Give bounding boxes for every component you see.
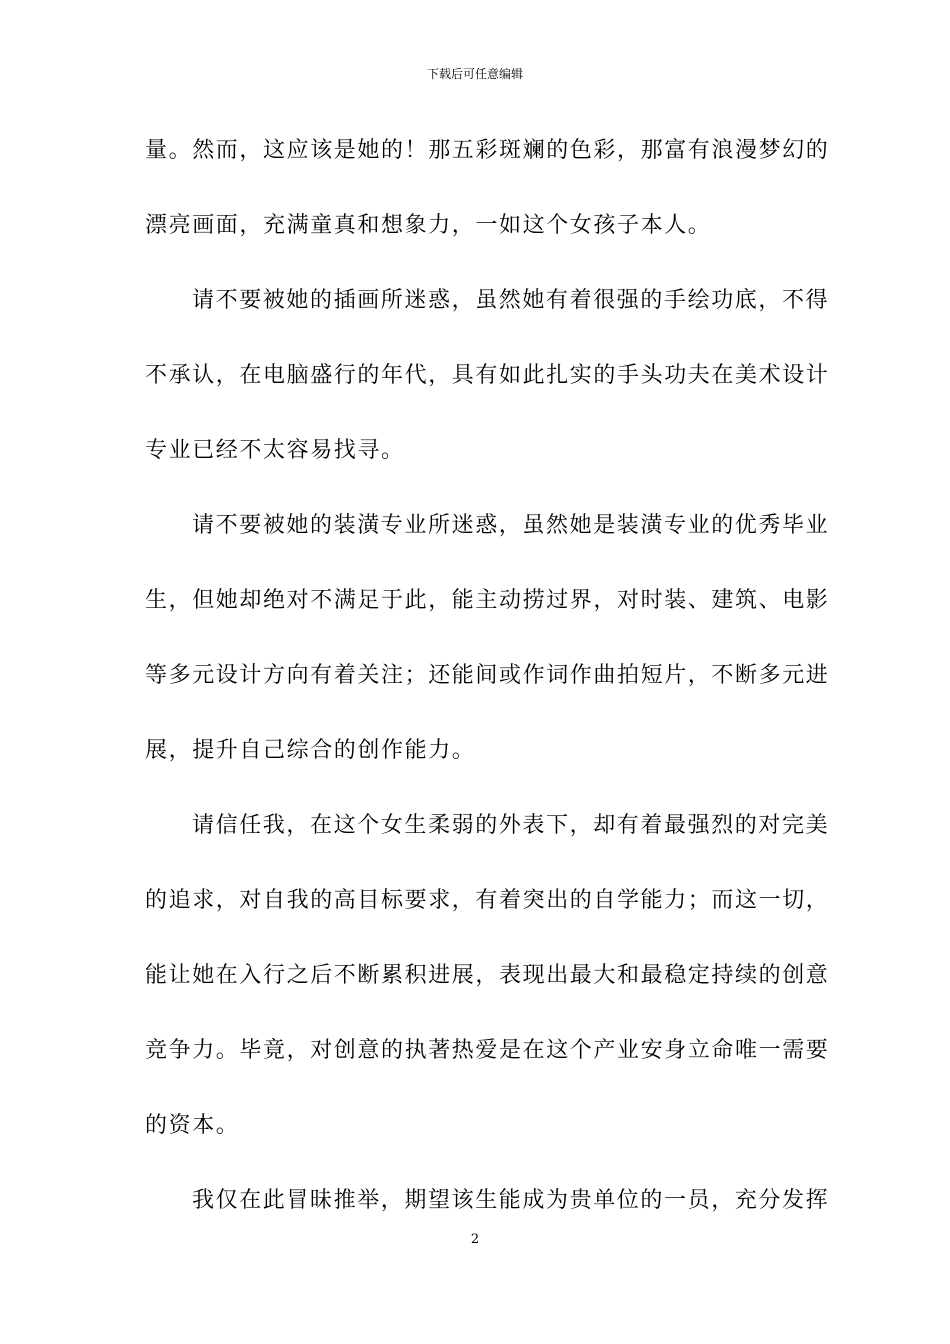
text-line: 请不要被她的插画所迷惑，虽然她有着很强的手绘功底，不得: [192, 288, 830, 313]
text-line: 不承认，在电脑盛行的年代，具有如此扎实的手头功夫在美术设计: [145, 363, 830, 388]
text-line: 请不要被她的装潢专业所迷惑，虽然她是装潢专业的优秀毕业: [192, 513, 830, 538]
text-line: 竞争力。毕竟，对创意的执著热爱是在这个产业安身立命唯一需要: [145, 1038, 830, 1063]
page-header: 下载后可任意编辑: [426, 67, 523, 81]
text-line: 量。然而，这应该是她的！那五彩斑斓的色彩，那富有浪漫梦幻的: [145, 138, 830, 163]
text-line: 能让她在入行之后不断累积进展，表现出最大和最稳定持续的创意: [145, 963, 830, 988]
page-number: 2: [470, 1232, 480, 1247]
text-line: 生，但她却绝对不满足于此，能主动捞过界，对时装、建筑、电影: [145, 588, 830, 613]
text-line: 展，提升自己综合的创作能力。: [145, 738, 476, 763]
text-line: 我仅在此冒昧推举，期望该生能成为贵单位的一员，充分发挥: [192, 1188, 830, 1213]
text-line: 请信任我，在这个女生柔弱的外表下，却有着最强烈的对完美: [192, 813, 830, 838]
text-line: 的追求，对自我的高目标要求，有着突出的自学能力；而这一切，: [145, 888, 830, 913]
text-line: 的资本。: [145, 1113, 240, 1138]
text-line: 等多元设计方向有着关注；还能间或作词作曲拍短片，不断多元进: [145, 663, 830, 688]
text-line: 专业已经不太容易找寻。: [145, 438, 405, 463]
text-line: 漂亮画面，充满童真和想象力，一如这个女孩子本人。: [145, 213, 712, 238]
